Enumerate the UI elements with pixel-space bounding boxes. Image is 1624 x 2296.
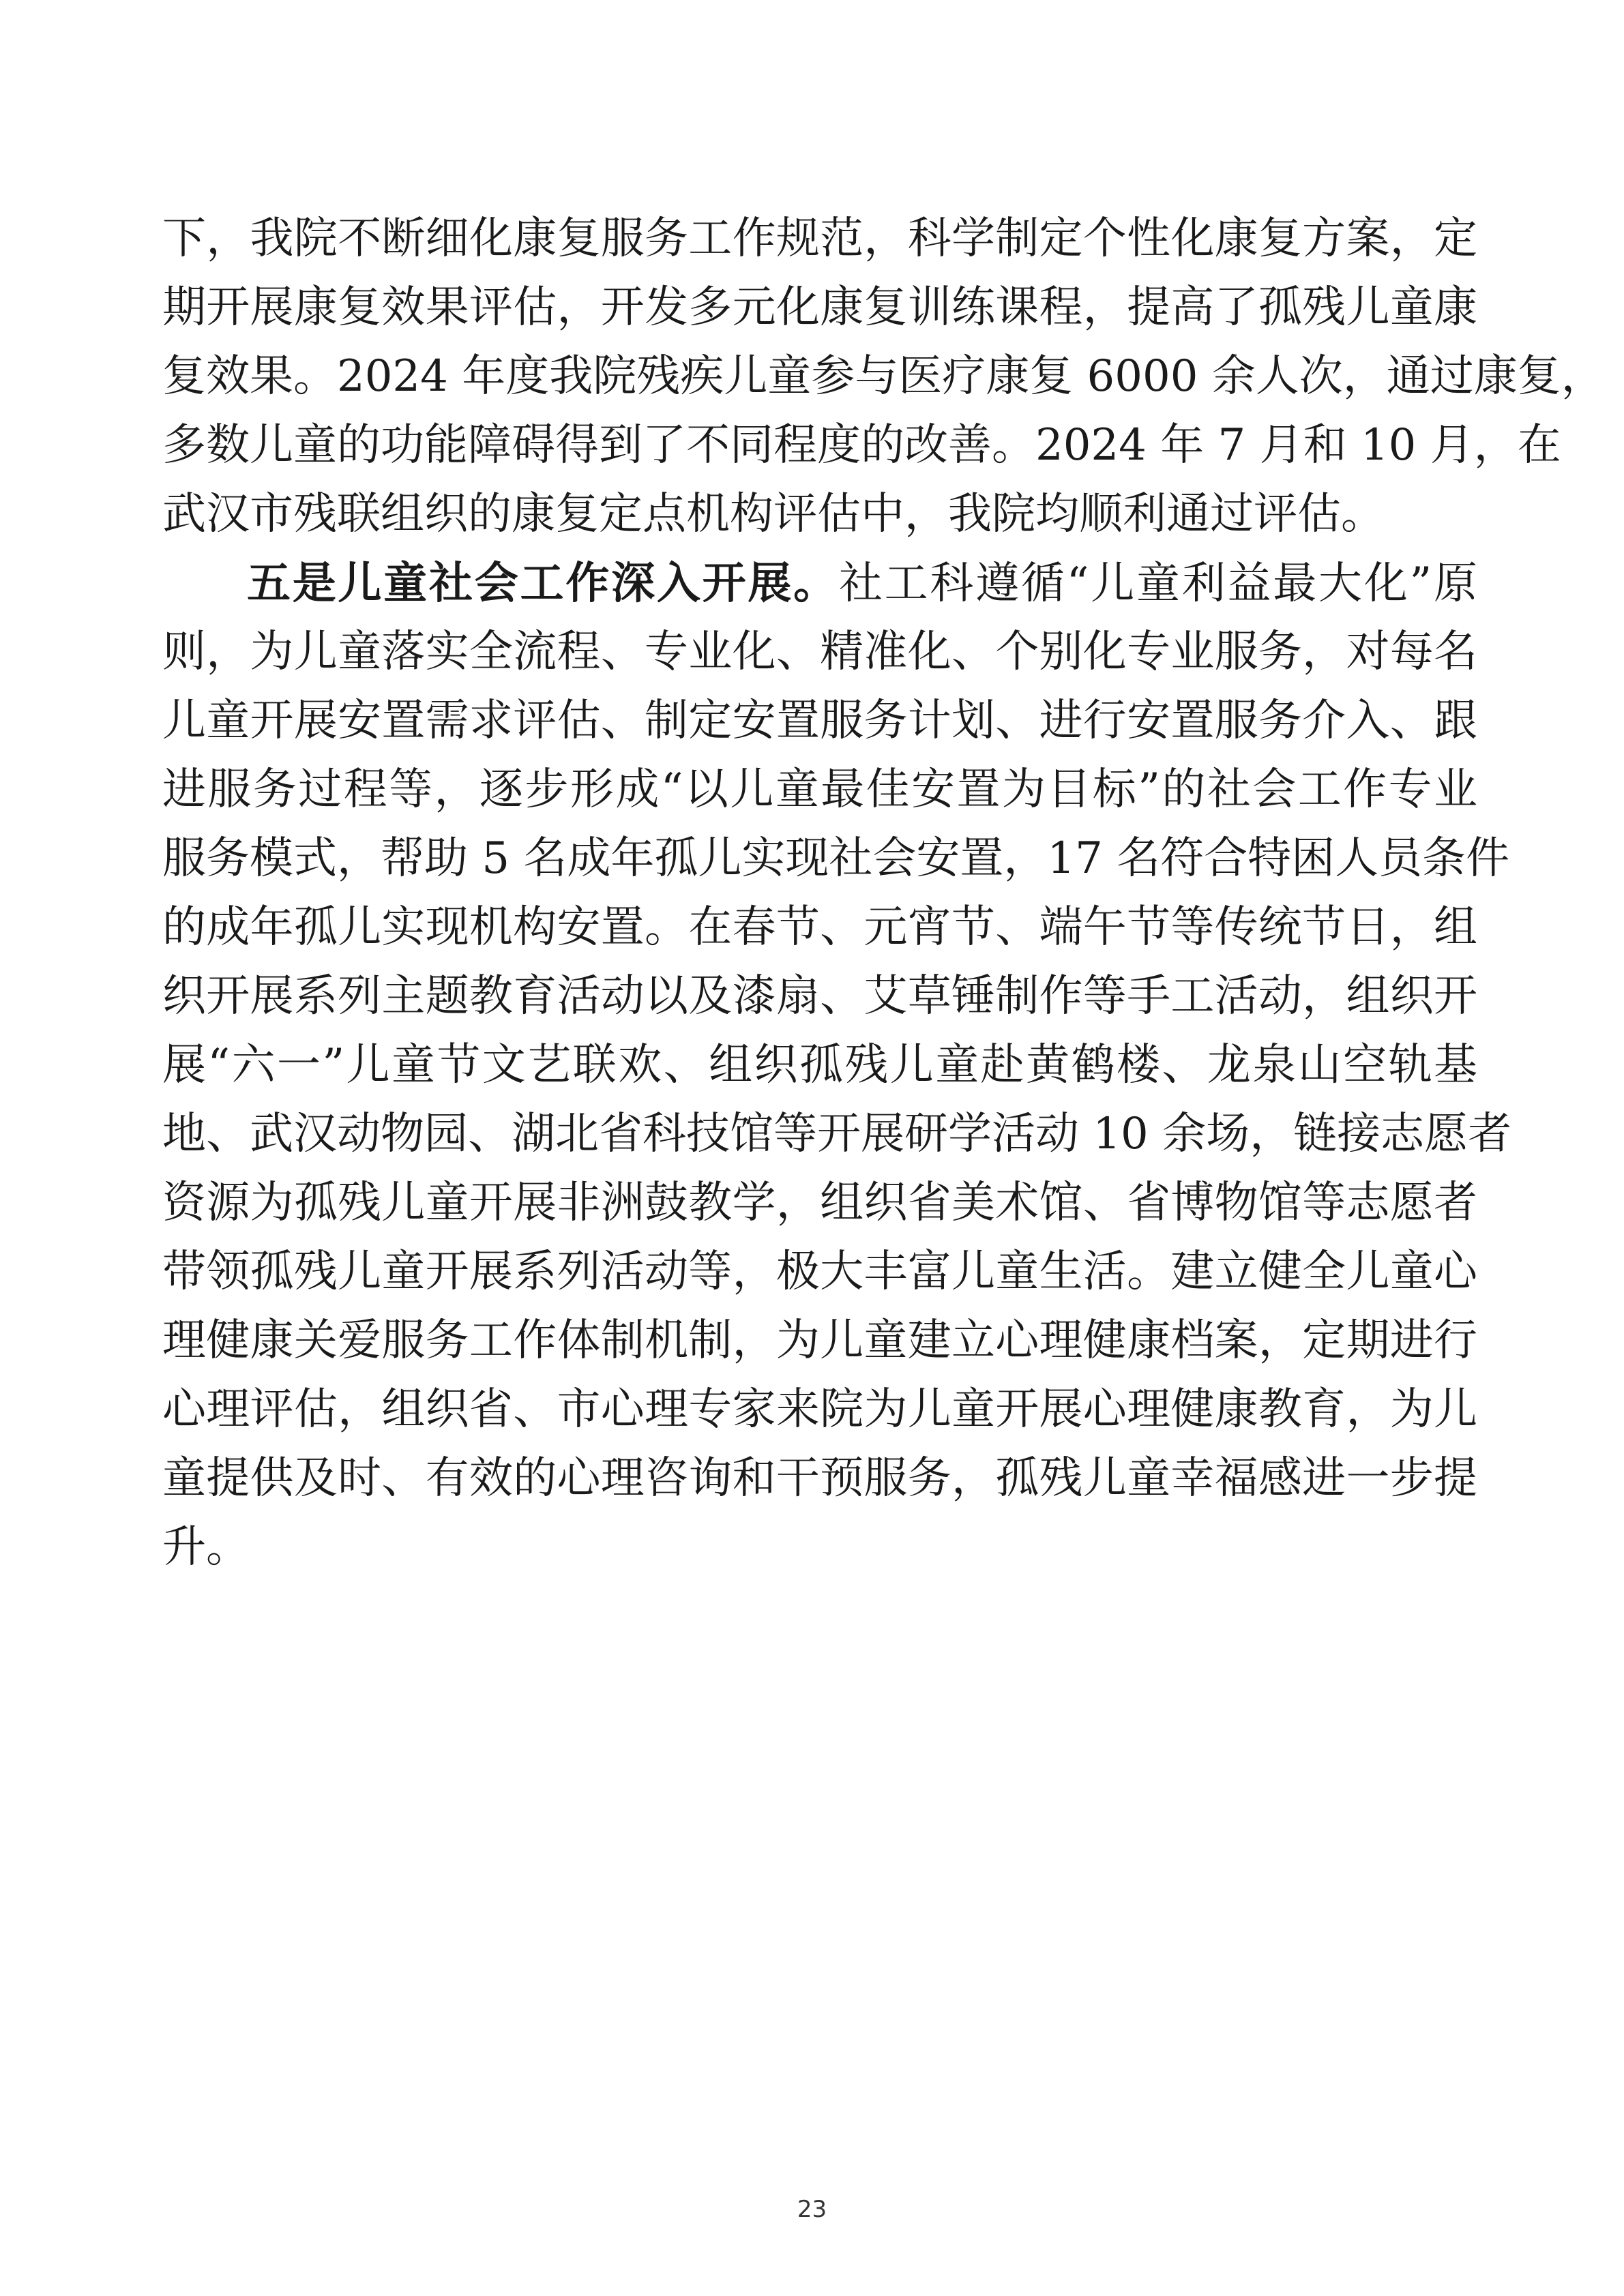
text-line: 进服务过程等，逐步形成“以儿童最佳安置为目标”的社会工作专业 bbox=[162, 764, 1477, 815]
text-line: 展“六一”儿童节文艺联欢、组织孤残儿童赴黄鹤楼、龙泉山空轨基 bbox=[162, 1040, 1477, 1090]
text-line: 下，我院不断细化康复服务工作规范，科学制定个性化康复方案，定 bbox=[162, 213, 1477, 264]
paragraph-rehab bbox=[162, 205, 1605, 549]
paragraph-heading: 五是儿童社会工作深入开展。 bbox=[247, 558, 839, 609]
text-line: 地、武汉动物园、湖北省科技馆等开展研学活动 10 余场，链接志愿者 bbox=[162, 1109, 1512, 1159]
text-line: 武汉市残联组织的康复定点机构评估中，我院均顺利通过评估。 bbox=[162, 489, 1385, 539]
text-line: 理健康关爱服务工作体制机制，为儿童建立心理健康档案，定期进行 bbox=[162, 1315, 1477, 1366]
paragraph-social-work bbox=[162, 549, 1512, 1582]
text-line: 则，为儿童落实全流程、专业化、精准化、个别化专业服务，对每名 bbox=[162, 627, 1477, 677]
text-line: 复效果。2024 年度我院残疾儿童参与医疗康复 6000 余人次，通过康复， bbox=[162, 351, 1605, 402]
text-line: 心理评估，组织省、市心理专家来院为儿童开展心理健康教育，为儿 bbox=[162, 1384, 1477, 1435]
text-line: 儿童开展安置需求评估、制定安置服务计划、进行安置服务介入、跟 bbox=[162, 696, 1477, 746]
paragraph-first-line bbox=[162, 549, 1477, 618]
text-line: 带领孤残儿童开展系列活动等，极大丰富儿童生活。建立健全儿童心 bbox=[162, 1247, 1477, 1297]
text-line: 的成年孤儿实现机构安置。在春节、元宵节、端午节等传统节日，组 bbox=[162, 902, 1477, 953]
text-line: 多数儿童的功能障碍得到了不同程度的改善。2024 年 7 月和 10 月，在 bbox=[162, 420, 1561, 471]
paragraph-heading-rest: 社工科遵循“儿童利益最大化”原 bbox=[838, 558, 1478, 609]
text-line: 升。 bbox=[162, 1522, 250, 1572]
text-line: 资源为孤残儿童开展非洲鼓教学，组织省美术馆、省博物馆等志愿者 bbox=[162, 1178, 1477, 1228]
text-line: 期开展康复效果评估，开发多元化康复训练课程，提高了孤残儿童康 bbox=[162, 282, 1477, 333]
text-line: 服务模式，帮助 5 名成年孤儿实现社会安置，17 名符合特困人员条件 bbox=[162, 833, 1510, 884]
page-number: 23 bbox=[797, 2196, 827, 2223]
document-body bbox=[162, 205, 1605, 1582]
text-line: 童提供及时、有效的心理咨询和干预服务，孤残儿童幸福感进一步提 bbox=[162, 1453, 1477, 1504]
text-line: 织开展系列主题教育活动以及漆扇、艾草锤制作等手工活动，组织开 bbox=[162, 971, 1477, 1022]
